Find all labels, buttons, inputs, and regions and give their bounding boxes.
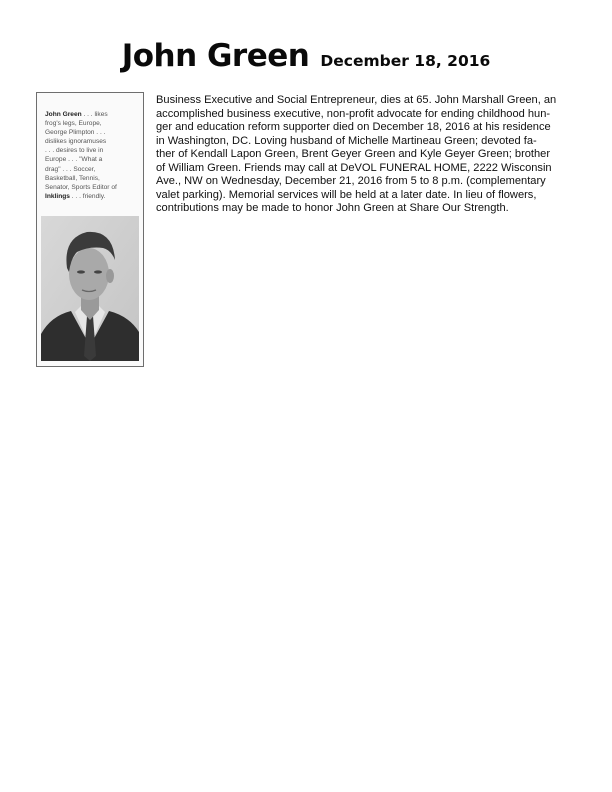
portrait-photo [41,216,139,361]
caption-line: Basketball, Tennis, [45,174,100,182]
caption-line: frog's legs, Europe, [45,120,102,128]
yearbook-clipping [36,92,144,367]
caption-name: John Green [45,111,82,118]
obituary-line: ger and education reform supporter died on December 18, 2016 at his residence [156,121,551,133]
caption-line: drag" . . . Soccer, [45,165,96,173]
caption-line: . . . friendly. [69,192,106,200]
obituary-line: accomplished business executive, non-profit advocate for ending childhood hun- [156,107,551,120]
caption-line: George Plimpton . . . [45,129,106,137]
obituary-header [0,38,612,74]
obituary-line: Ave., NW on Wednesday, December 21, 2016 from 5 to 8 p.m. (complementary [156,175,546,187]
caption-line: Senator, Sports Editor of [45,183,117,191]
caption-line: . . . likes [81,111,108,118]
caption-line: dislikes ignoramuses [45,138,107,146]
portrait-illustration [41,216,139,361]
obituary-text [156,94,576,216]
obituary-line: in Washington, DC. Loving husband of Michelle Martineau Green; devoted fa- [156,134,537,147]
date-of-death: December 18, 2016 [320,52,491,70]
obituary-line: contributions may be made to honor John Green at Share Our Strength. [156,202,509,214]
obituary-line: valet parking). Memorial services will be held at a later date. In lieu of flowers, [156,188,537,201]
obituary-line: Business Executive and Social Entrepreneur, dies at 65. John Marshall Green, an [156,94,557,106]
yearbook-caption [45,110,141,201]
deceased-name: John Green [121,38,310,74]
obituary-line: ther of Kendall Lapon Green, Brent Geyer Green and Kyle Geyer Green; brother [156,148,551,160]
caption-line: . . . desires to live in [45,147,104,155]
caption-publication: Inklings [45,192,70,200]
obituary-line: of William Green. Friends may call at DeVOL FUNERAL HOME, 2222 Wisconsin [156,161,552,174]
caption-line: Europe . . . "What a [45,156,103,164]
